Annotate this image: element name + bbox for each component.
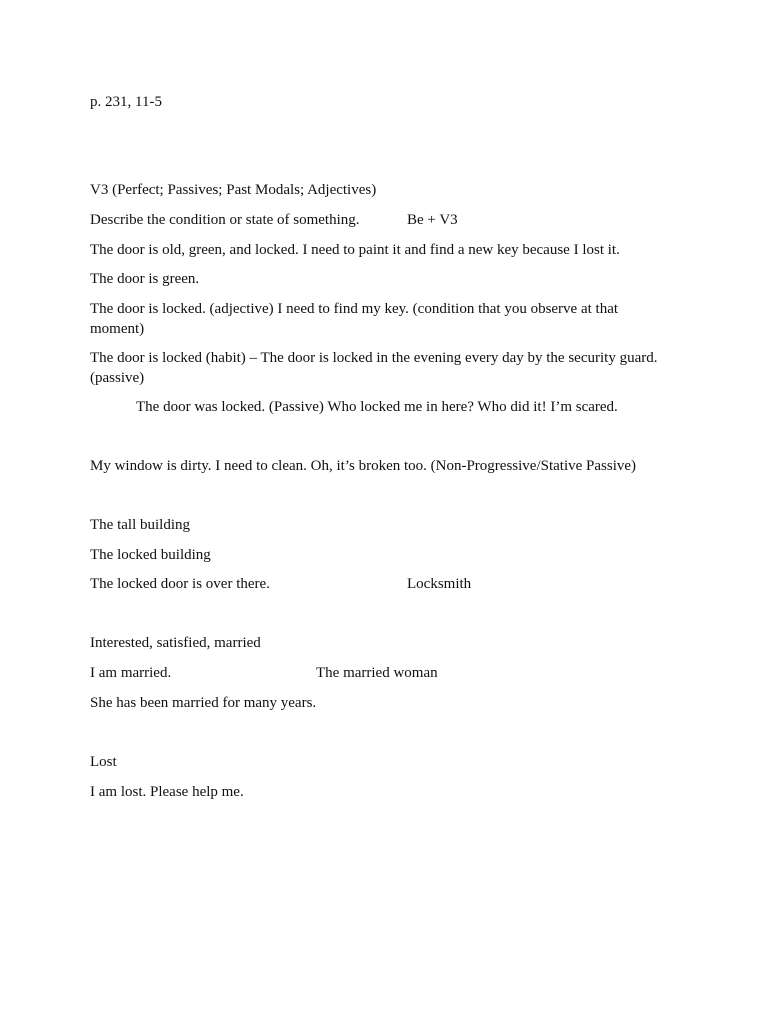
example-locked-building: The locked building	[90, 547, 211, 563]
married-line	[90, 663, 438, 683]
describe-text: Describe the condition or state of something.	[90, 212, 360, 228]
example-lost: I am lost. Please help me.	[90, 784, 244, 800]
word-lost: Lost	[90, 754, 117, 770]
married-text: I am married.	[90, 665, 172, 681]
locksmith-text: Locksmith	[407, 576, 472, 592]
example-old-green: The door is old, green, and locked. I need to paint it and find a new key because I lost it.	[90, 242, 620, 258]
locked-door-text: The locked door is over there.	[90, 576, 270, 592]
example-tall-building: The tall building	[90, 517, 190, 533]
locked-door-line	[90, 574, 472, 594]
example-locked-adjective: The door is locked. (adjective) I need to find my key. (condition that you observe at that moment)	[90, 301, 619, 337]
example-was-locked: The door was locked. (Passive) Who locked me in here? Who did it! I’m scared.	[136, 399, 618, 415]
married-woman-text: The married woman	[316, 665, 438, 681]
example-green: The door is green.	[90, 271, 200, 287]
page-reference-header: p. 231, 11-5	[90, 94, 162, 110]
example-locked-habit: The door is locked (habit) – The door is locked in the evening every day by the security guard. (passive)	[90, 350, 658, 386]
example-married-years: She has been married for many years.	[90, 695, 317, 711]
topic-heading: V3 (Perfect; Passives; Past Modals; Adjectives)	[90, 182, 377, 198]
adjectives-list: Interested, satisfied, married	[90, 635, 261, 651]
describe-line	[90, 210, 458, 230]
formula-text: Be + V3	[407, 212, 458, 228]
example-window: My window is dirty. I need to clean. Oh, it’s broken too. (Non-Progressive/Stative Passive)	[90, 458, 637, 474]
